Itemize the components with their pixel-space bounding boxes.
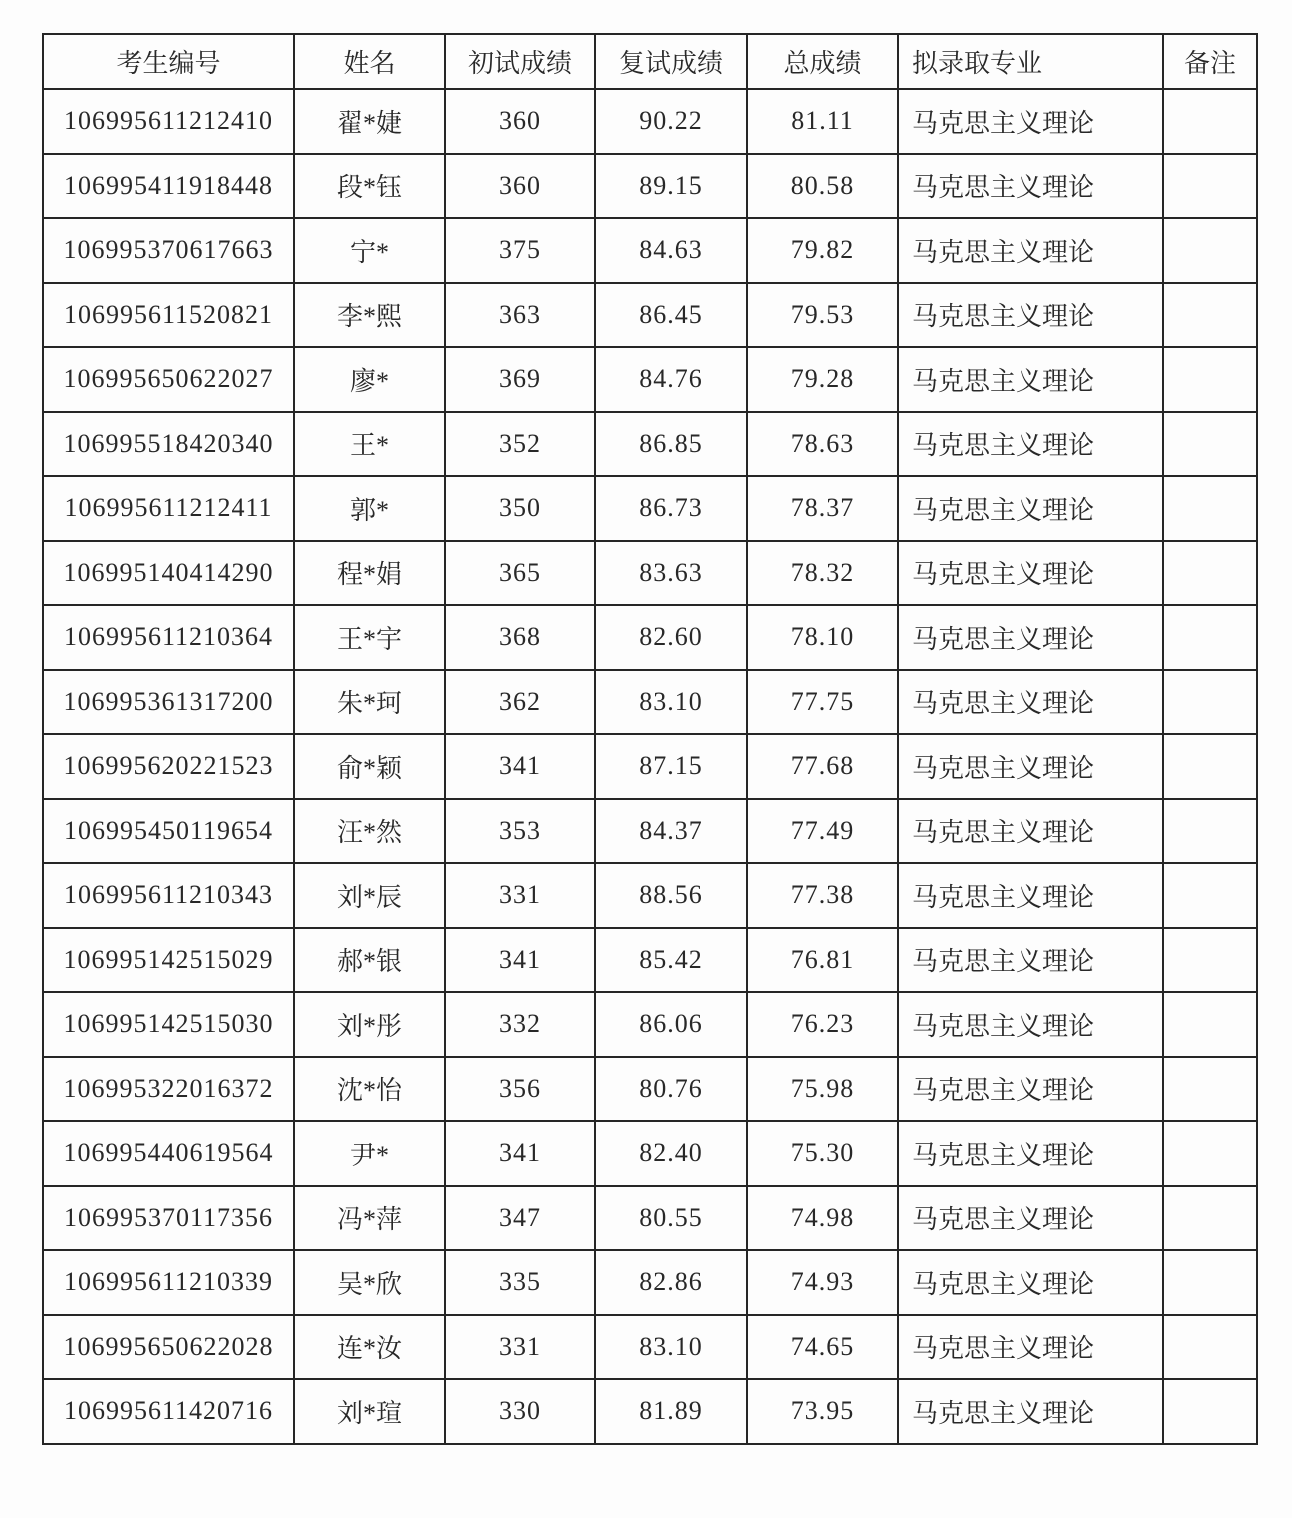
cell-admission-major: 马克思主义理论 [898, 1379, 1163, 1444]
cell-admission-major: 马克思主义理论 [898, 347, 1163, 412]
cell-admission-major: 马克思主义理论 [898, 670, 1163, 735]
cell-initial-score: 363 [445, 283, 595, 348]
cell-retest-score: 82.60 [595, 605, 747, 670]
cell-initial-score: 341 [445, 1121, 595, 1186]
cell-candidate-id: 106995650622027 [43, 347, 294, 412]
cell-admission-major: 马克思主义理论 [898, 799, 1163, 864]
cell-remark [1163, 412, 1257, 477]
cell-name: 刘*辰 [294, 863, 445, 928]
cell-initial-score: 352 [445, 412, 595, 477]
table-row [43, 89, 1257, 154]
cell-retest-score: 84.63 [595, 218, 747, 283]
cell-total-score: 78.10 [747, 605, 898, 670]
cell-remark [1163, 863, 1257, 928]
cell-total-score: 74.65 [747, 1315, 898, 1380]
cell-admission-major: 马克思主义理论 [898, 928, 1163, 993]
cell-admission-major: 马克思主义理论 [898, 605, 1163, 670]
cell-name: 程*娟 [294, 541, 445, 606]
cell-total-score: 77.49 [747, 799, 898, 864]
header-row [43, 34, 1257, 89]
cell-admission-major: 马克思主义理论 [898, 1186, 1163, 1251]
col-header-initial-score: 初试成绩 [445, 34, 595, 89]
cell-initial-score: 331 [445, 863, 595, 928]
cell-total-score: 77.68 [747, 734, 898, 799]
cell-retest-score: 82.40 [595, 1121, 747, 1186]
table-row [43, 928, 1257, 993]
cell-retest-score: 90.22 [595, 89, 747, 154]
cell-remark [1163, 541, 1257, 606]
cell-candidate-id: 106995611210339 [43, 1250, 294, 1315]
cell-candidate-id: 106995370617663 [43, 218, 294, 283]
cell-remark [1163, 89, 1257, 154]
cell-total-score: 81.11 [747, 89, 898, 154]
cell-remark [1163, 1121, 1257, 1186]
cell-initial-score: 356 [445, 1057, 595, 1122]
cell-total-score: 77.38 [747, 863, 898, 928]
table-row [43, 670, 1257, 735]
cell-admission-major: 马克思主义理论 [898, 476, 1163, 541]
cell-candidate-id: 106995611212411 [43, 476, 294, 541]
cell-retest-score: 83.63 [595, 541, 747, 606]
cell-total-score: 74.93 [747, 1250, 898, 1315]
cell-initial-score: 365 [445, 541, 595, 606]
cell-remark [1163, 218, 1257, 283]
cell-initial-score: 360 [445, 89, 595, 154]
admission-table [42, 33, 1258, 1445]
cell-retest-score: 81.89 [595, 1379, 747, 1444]
cell-remark [1163, 283, 1257, 348]
cell-remark [1163, 1315, 1257, 1380]
cell-name: 尹* [294, 1121, 445, 1186]
cell-initial-score: 332 [445, 992, 595, 1057]
table-row [43, 412, 1257, 477]
table-row [43, 1379, 1257, 1444]
cell-retest-score: 84.76 [595, 347, 747, 412]
cell-remark [1163, 670, 1257, 735]
cell-admission-major: 马克思主义理论 [898, 283, 1163, 348]
cell-candidate-id: 106995518420340 [43, 412, 294, 477]
col-header-candidate-id: 考生编号 [43, 34, 294, 89]
table-row [43, 1315, 1257, 1380]
col-header-admission-major: 拟录取专业 [898, 34, 1163, 89]
cell-name: 汪*然 [294, 799, 445, 864]
cell-initial-score: 375 [445, 218, 595, 283]
cell-initial-score: 331 [445, 1315, 595, 1380]
cell-total-score: 75.98 [747, 1057, 898, 1122]
table-row [43, 154, 1257, 219]
cell-remark [1163, 734, 1257, 799]
col-header-remark: 备注 [1163, 34, 1257, 89]
cell-admission-major: 马克思主义理论 [898, 218, 1163, 283]
cell-candidate-id: 106995440619564 [43, 1121, 294, 1186]
cell-retest-score: 86.45 [595, 283, 747, 348]
cell-admission-major: 马克思主义理论 [898, 1057, 1163, 1122]
cell-name: 段*钰 [294, 154, 445, 219]
cell-name: 冯*萍 [294, 1186, 445, 1251]
col-header-name: 姓名 [294, 34, 445, 89]
cell-retest-score: 84.37 [595, 799, 747, 864]
cell-remark [1163, 1057, 1257, 1122]
cell-retest-score: 88.56 [595, 863, 747, 928]
cell-remark [1163, 992, 1257, 1057]
col-header-retest-score: 复试成绩 [595, 34, 747, 89]
cell-retest-score: 86.73 [595, 476, 747, 541]
cell-name: 翟*婕 [294, 89, 445, 154]
cell-candidate-id: 106995370117356 [43, 1186, 294, 1251]
table-row [43, 799, 1257, 864]
cell-name: 廖* [294, 347, 445, 412]
cell-name: 郭* [294, 476, 445, 541]
cell-admission-major: 马克思主义理论 [898, 1121, 1163, 1186]
cell-admission-major: 马克思主义理论 [898, 154, 1163, 219]
table-row [43, 1121, 1257, 1186]
table-row [43, 218, 1257, 283]
cell-candidate-id: 106995142515029 [43, 928, 294, 993]
cell-initial-score: 341 [445, 928, 595, 993]
cell-name: 朱*珂 [294, 670, 445, 735]
cell-name: 沈*怡 [294, 1057, 445, 1122]
cell-retest-score: 80.55 [595, 1186, 747, 1251]
table-row [43, 605, 1257, 670]
cell-initial-score: 362 [445, 670, 595, 735]
cell-retest-score: 80.76 [595, 1057, 747, 1122]
cell-remark [1163, 154, 1257, 219]
cell-initial-score: 350 [445, 476, 595, 541]
cell-total-score: 73.95 [747, 1379, 898, 1444]
cell-name: 刘*瑄 [294, 1379, 445, 1444]
table-row [43, 734, 1257, 799]
cell-candidate-id: 106995620221523 [43, 734, 294, 799]
cell-admission-major: 马克思主义理论 [898, 1315, 1163, 1380]
cell-retest-score: 82.86 [595, 1250, 747, 1315]
cell-retest-score: 85.42 [595, 928, 747, 993]
table-row [43, 1186, 1257, 1251]
cell-candidate-id: 106995611210343 [43, 863, 294, 928]
table-row [43, 863, 1257, 928]
cell-total-score: 74.98 [747, 1186, 898, 1251]
cell-name: 李*熙 [294, 283, 445, 348]
cell-remark [1163, 1250, 1257, 1315]
cell-retest-score: 86.06 [595, 992, 747, 1057]
cell-name: 宁* [294, 218, 445, 283]
cell-candidate-id: 106995450119654 [43, 799, 294, 864]
table-body [43, 89, 1257, 1444]
cell-name: 王* [294, 412, 445, 477]
cell-remark [1163, 1379, 1257, 1444]
cell-total-score: 79.82 [747, 218, 898, 283]
col-header-total-score: 总成绩 [747, 34, 898, 89]
table-row [43, 347, 1257, 412]
cell-name: 王*宇 [294, 605, 445, 670]
cell-remark [1163, 1186, 1257, 1251]
cell-remark [1163, 347, 1257, 412]
cell-initial-score: 369 [445, 347, 595, 412]
cell-remark [1163, 476, 1257, 541]
cell-admission-major: 马克思主义理论 [898, 734, 1163, 799]
cell-candidate-id: 106995411918448 [43, 154, 294, 219]
cell-name: 刘*彤 [294, 992, 445, 1057]
cell-total-score: 75.30 [747, 1121, 898, 1186]
cell-retest-score: 86.85 [595, 412, 747, 477]
cell-admission-major: 马克思主义理论 [898, 89, 1163, 154]
cell-candidate-id: 106995611520821 [43, 283, 294, 348]
cell-total-score: 79.53 [747, 283, 898, 348]
cell-total-score: 76.81 [747, 928, 898, 993]
cell-retest-score: 87.15 [595, 734, 747, 799]
cell-remark [1163, 605, 1257, 670]
cell-candidate-id: 106995611212410 [43, 89, 294, 154]
cell-remark [1163, 799, 1257, 864]
cell-admission-major: 马克思主义理论 [898, 1250, 1163, 1315]
cell-name: 郝*银 [294, 928, 445, 993]
cell-remark [1163, 928, 1257, 993]
cell-total-score: 78.32 [747, 541, 898, 606]
cell-total-score: 76.23 [747, 992, 898, 1057]
cell-initial-score: 347 [445, 1186, 595, 1251]
cell-candidate-id: 106995361317200 [43, 670, 294, 735]
cell-name: 吴*欣 [294, 1250, 445, 1315]
table-row [43, 1057, 1257, 1122]
cell-candidate-id: 106995611210364 [43, 605, 294, 670]
cell-retest-score: 83.10 [595, 1315, 747, 1380]
cell-name: 俞*颖 [294, 734, 445, 799]
cell-initial-score: 368 [445, 605, 595, 670]
cell-admission-major: 马克思主义理论 [898, 541, 1163, 606]
cell-initial-score: 335 [445, 1250, 595, 1315]
cell-initial-score: 353 [445, 799, 595, 864]
cell-total-score: 79.28 [747, 347, 898, 412]
cell-retest-score: 83.10 [595, 670, 747, 735]
cell-candidate-id: 106995140414290 [43, 541, 294, 606]
table-row [43, 541, 1257, 606]
cell-initial-score: 330 [445, 1379, 595, 1444]
table-row [43, 476, 1257, 541]
cell-retest-score: 89.15 [595, 154, 747, 219]
cell-total-score: 77.75 [747, 670, 898, 735]
table-row [43, 283, 1257, 348]
cell-initial-score: 360 [445, 154, 595, 219]
cell-admission-major: 马克思主义理论 [898, 992, 1163, 1057]
cell-total-score: 80.58 [747, 154, 898, 219]
cell-initial-score: 341 [445, 734, 595, 799]
cell-total-score: 78.37 [747, 476, 898, 541]
cell-candidate-id: 106995142515030 [43, 992, 294, 1057]
cell-candidate-id: 106995322016372 [43, 1057, 294, 1122]
table-row [43, 992, 1257, 1057]
cell-admission-major: 马克思主义理论 [898, 863, 1163, 928]
cell-name: 连*汝 [294, 1315, 445, 1380]
cell-candidate-id: 106995611420716 [43, 1379, 294, 1444]
cell-candidate-id: 106995650622028 [43, 1315, 294, 1380]
table-row [43, 1250, 1257, 1315]
cell-total-score: 78.63 [747, 412, 898, 477]
cell-admission-major: 马克思主义理论 [898, 412, 1163, 477]
